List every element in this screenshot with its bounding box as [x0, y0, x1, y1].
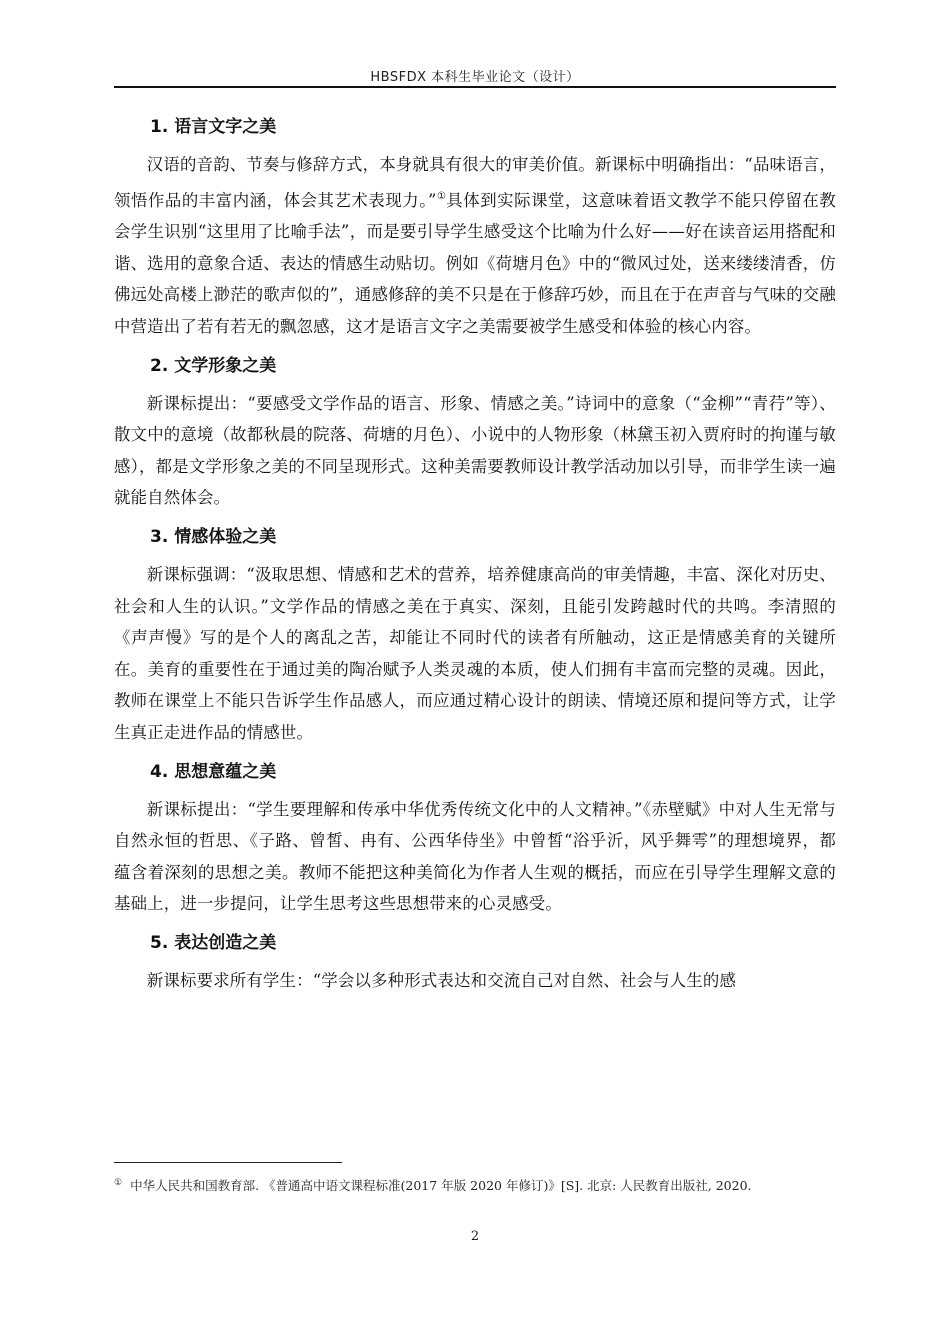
section-paragraph-2: 新课标提出：“要感受文学作品的语言、形象、情感之美。”诗词中的意象（“金柳”“青荇”等）、散文中的意境（故都秋晨的院落、荷塘的月色）、小说中的人物形象（林黛玉初入贾府时的拘谨与敏感），都是文学形象之美的不同呈现形式。这种美需要教师设计教学活动加以引导，而非学生读一遍就能自然体会。 — [114, 393, 836, 508]
section-heading-2: 2. 文学形象之美 — [150, 355, 277, 376]
footnote-rule — [114, 1162, 342, 1163]
section-paragraph-3: 新课标强调：“汲取思想、情感和艺术的营养，培养健康高尚的审美情趣，丰富、深化对历史、社会和人生的认识。”文学作品的情感之美在于真实、深刻，且能引发跨越时代的共鸣。李清照的《声声慢》写的是个人的离乱之苦，却能让不同时代的读者有所触动，这正是情感美育的关键所在。美育的重要性在于通过美的陶冶赋予人类灵魂的本质，使人们拥有丰富而完整的灵魂。因此，教师在课堂上不能只告诉学生作品感人，而应通过精心设计的朗读、情境还原和提问等方式，让学生真正走进作品的情感世。 — [114, 564, 836, 742]
section-paragraph-1 — [114, 149, 836, 343]
paragraph-text: 汉语的音韵、节奏与修辞方式，本身就具有很大的审美价值。新课标中明确指出：“品味语言，领悟作品的丰富内涵，体会其艺术表现力。” — [114, 155, 836, 210]
running-header: HBSFDX 本科生毕业论文（设计） — [370, 70, 580, 85]
section-heading-5: 5. 表达创造之美 — [150, 932, 277, 953]
section-heading-4: 4. 思想意蕴之美 — [150, 761, 277, 782]
page-number: 2 — [470, 1229, 480, 1244]
section-heading-3: 3. 情感体验之美 — [150, 526, 277, 547]
section-paragraph-4: 新课标提出：“学生要理解和传承中华优秀传统文化中的人文精神。”《赤壁赋》中对人生无常与自然永恒的哲思、《子路、曾皙、冉有、公西华侍坐》中曾皙“浴乎沂，风乎舞雩”的理想境界，都蕴含着深刻的思想之美。教师不能把这种美简化为作者人生观的概括，而应在引导学生理解文意的基础上，进一步提问，让学生思考这些思想带来的心灵感受。 — [114, 799, 836, 914]
section-heading-1: 1. 语言文字之美 — [150, 117, 277, 137]
footnote-text: 中华人民共和国教育部. 《普通高中语文课程标准(2017 年版 2020 年修订)》[S]. 北京: 人民教育出版社, 2020. — [130, 1178, 752, 1193]
footnote-mark: ① — [114, 1178, 123, 1188]
section-paragraph-5: 新课标要求所有学生：“学会以多种形式表达和交流自己对自然、社会与人生的感 — [146, 970, 737, 990]
header-rule — [114, 86, 836, 88]
page-body — [114, 104, 836, 996]
footnote-reference: ① — [436, 190, 447, 202]
footnote — [114, 1173, 836, 1196]
paragraph-text: 具体到实际课堂，这意味着语文教学不能只停留在教会学生识别“这里用了比喻手法”，而是要引导学生感受这个比喻为什么好——好在读音运用搭配和谐、选用的意象合适、表达的情感生动贴切。例如《荷塘月色》中的“微风过处，送来缕缕清香，仿佛远处高楼上渺茫的歌声似的”，通感修辞的美不只是在于修辞巧妙，而且在于在声音与气味的交融中营造出了若有若无的飘忽感，这才是语言文字之美需要被学生感受和体验的核心内容。 — [114, 190, 836, 336]
